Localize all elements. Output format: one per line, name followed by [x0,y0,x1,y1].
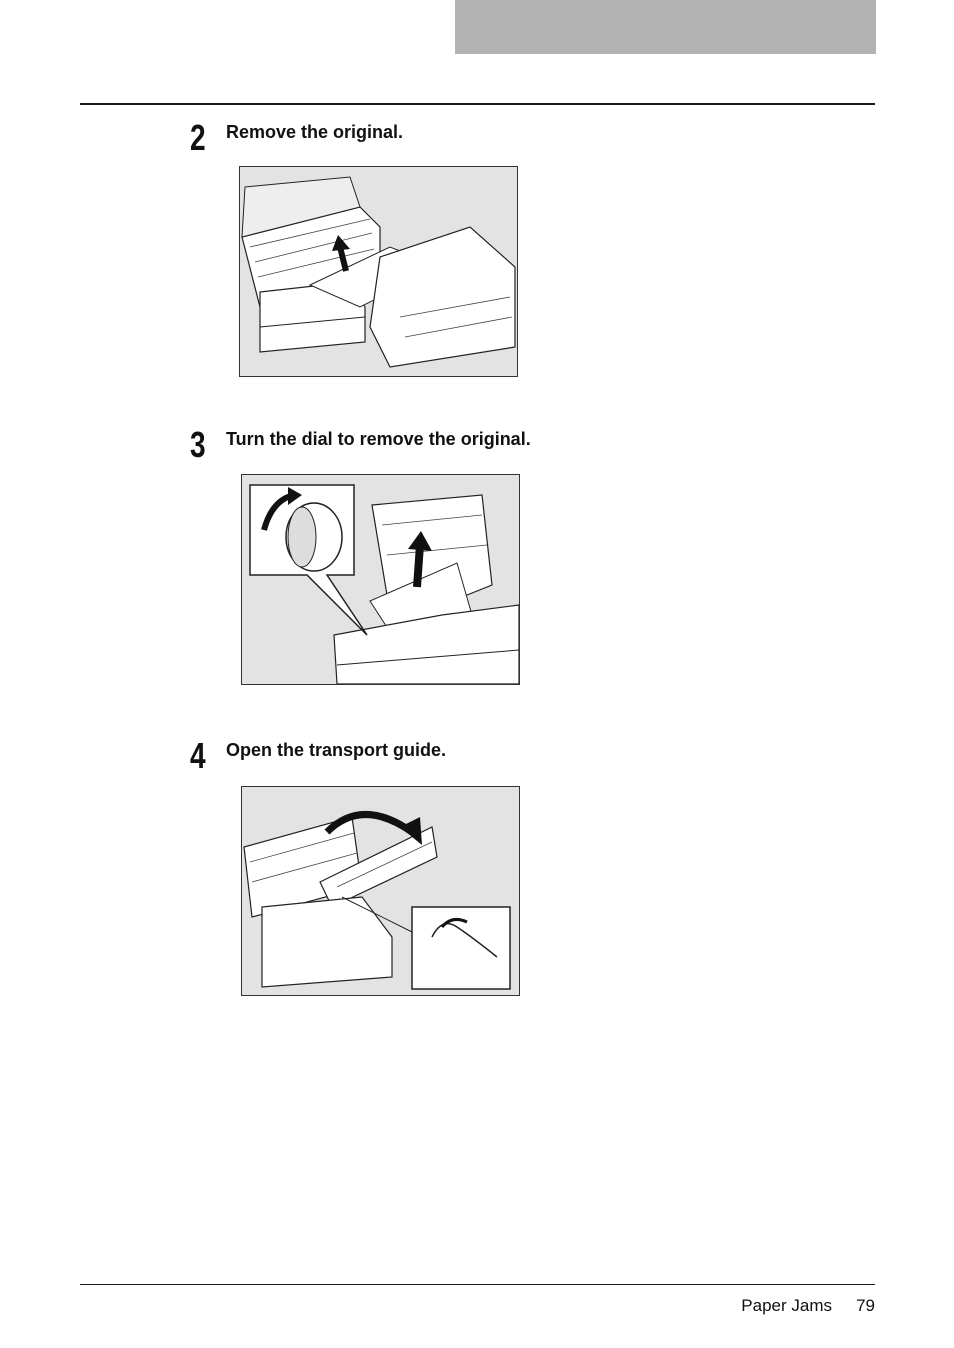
bottom-rule [80,1284,875,1285]
top-rule [80,103,875,105]
step-4-text: Open the transport guide. [226,740,447,760]
step-2-text: Remove the original. [226,122,404,142]
open-transport-guide-illustration [241,786,520,996]
footer-section-title: Paper Jams [741,1296,832,1315]
step-4-number: 4 [190,735,206,776]
remove-original-illustration [239,166,518,377]
step-3-text: Turn the dial to remove the original. [226,429,531,449]
step-3-number: 3 [190,424,206,465]
page-number: 79 [856,1296,875,1315]
step-2-number: 2 [190,117,206,158]
turn-dial-illustration [241,474,520,685]
header-tab [455,0,876,54]
